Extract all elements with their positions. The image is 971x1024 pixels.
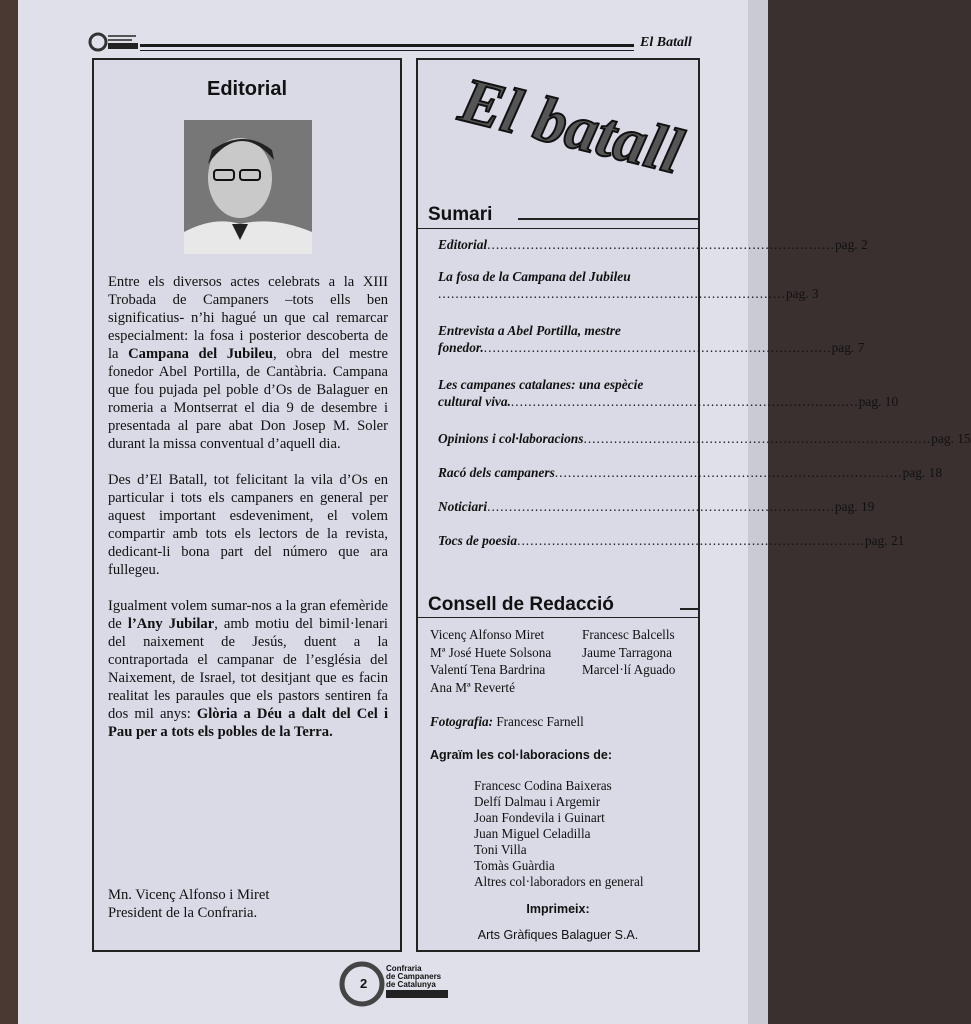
toc-item: Racó dels campaners ................................................................................ pag. 18 [438,465,943,480]
toc-item-title: La fosa de la Campana del Jubileu [438,269,631,284]
editorial-title: Editorial [206,78,287,100]
footer-logo-line1: Confraria [386,964,422,973]
toc-item-title: Tocs de poesia [438,533,518,548]
consell-rule-thin [418,617,698,618]
toc-item-page: pag. 3 [785,286,819,301]
toc-item-page: pag. 18 [902,465,943,480]
toc-item-title-cont: fonedor. [438,340,484,355]
toc-item-page: pag. 10 [858,394,899,409]
member-name: Francesc Balcells [582,627,675,642]
toc-item: Editorial ................................................................................ pag. 2 [438,237,868,252]
toc-item: Entrevista a Abel Portilla, mestre fonedor. ................................................................................ pag. 7 [438,323,865,355]
toc-item-title: Les campanes catalanes: una espècie [438,377,644,392]
toc-item-page: pag. 19 [834,499,875,514]
collaborator: Toni Villa [474,842,527,857]
signature-name: Mn. Vicenç Alfonso i Miret [108,887,270,903]
toc-item: Noticiari ................................................................................ pag. 19 [438,499,875,514]
printer-name: Arts Gràfiques Balaguer S.A. [477,928,639,942]
editorial-paragraph: Des d’El Batall, tot felicitant la vila d’Os en particular i tots els campaners en general per aquest important esdeveniment, el volem compartir amb tots els lectors de la revista, dedicant-li bona part del número que ara fullegeu. [108,472,388,578]
toc-item-title: Opinions i col·laboracions [438,431,584,446]
consell-title: Consell de Redacció [428,594,614,615]
toc-item: La fosa de la Campana del Jubileu ................................................................................ pag. 3 [438,269,819,301]
sumari-title: Sumari [428,204,493,225]
toc-item-title: Entrevista a Abel Portilla, mestre [438,323,621,338]
footer-logo-line2: de Campaners [386,972,442,981]
collaborator: Tomàs Guàrdia [474,858,555,873]
toc-item-page: pag. 15 [931,431,971,446]
toc-item-page: pag. 21 [864,533,905,548]
toc-item: Opinions i col·laboracions ................................................................................ pag. 15 [438,431,971,446]
page-number: 2 [360,976,368,991]
header-rule [140,44,634,47]
collaborators-list [474,778,644,890]
toc-item-title-cont: cultural viva. [438,394,511,409]
signature-role: President de la Confraria. [108,905,258,921]
editorial-body [108,273,388,759]
collaborator: Joan Fondevila i Guinart [474,810,605,825]
collaborator: Delfí Dalmau i Argemir [474,794,601,809]
editorial-box [92,58,402,952]
portrait-photo [184,120,312,254]
consell-row [430,661,690,679]
consell-row [430,644,690,662]
member-name: Mª José Huete Solsona [430,644,552,660]
photography-credit: Fotografia: Francesc Farnell [430,714,584,729]
sumari-rule-thin [418,228,698,229]
collaborations-heading: Agraïm les col·laboracions de: [430,748,612,762]
toc-item-title: Noticiari [438,499,488,514]
editorial-paragraph: Entre els diversos actes celebrats a la XIII Trobada de Campaners –tots ells ben significatius- n’hi hagué un que cal remarcar especialment: la fosa i posterior descoberta de la Campana del Jubileu, obra del mestre fonedor Abel Portilla, de Cantàbria. Campana que fou pujada pel poble d’Os de Balaguer en romeria a Montserrat el dia 9 de desembre i presentada al pare abat Don Josep M. Soler durant la missa conventual d’aquell dia. [108,274,388,452]
background-edge [0,0,18,1024]
member-name: Vicenç Alfonso Miret [430,627,545,642]
footer-confraria-logo [336,960,454,1006]
toc-item-page: pag. 2 [834,237,868,252]
toc-item: Les campanes catalanes: una espècie cultural viva. ................................................................................ pag. 10 [438,377,899,409]
sumari-box [416,58,971,952]
sumari-rule [518,218,698,220]
editorial-paragraph: Igualment volem sumar-nos a la gran efemèride de l’Any Jubilar, amb motiu del bimil·lenari del naixement de Jesús, duent a la contraportada el campanar de l’església del Naixement, de Israel, tot desitjant que es facin realitat les paraules que els pastors sentiren fa dos mil anys: Glòria a Déu a dalt del Cel i Pau per a tots els pobles de la Terra. [108,598,389,740]
printer-heading: Imprimeix: [526,902,590,916]
el-batall-logo-text: El batall [453,63,690,188]
footer-logo-line3: de Catalunya [386,980,436,989]
consell-row [430,679,690,697]
member-name: Ana Mª Reverté [430,679,515,695]
member-name: Valentí Tena Bardrina [430,662,546,677]
toc-item-page: pag. 7 [831,340,865,355]
editorial-signature [108,886,269,922]
el-batall-logo [438,63,690,204]
confraria-logo-icon [88,30,140,54]
member-name [582,679,690,697]
header-rule-thin [140,50,634,51]
toc-item: Tocs de poesia ................................................................................ pag. 21 [438,533,905,548]
consell-members [430,626,690,696]
consell-rule [680,608,698,610]
member-name: Jaume Tarragona [582,644,673,660]
header-title: El Batall [640,35,692,50]
toc-item-title: Editorial [438,237,488,252]
toc-item-title: Racó dels campaners [438,465,555,480]
collaborator: Juan Miguel Celadilla [474,826,591,841]
collaborator: Francesc Codina Baixeras [474,778,612,793]
consell-row [430,626,690,644]
collaborator: Altres col·laboradors en general [474,874,644,889]
member-name: Marcel·lí Aguado [582,662,676,677]
